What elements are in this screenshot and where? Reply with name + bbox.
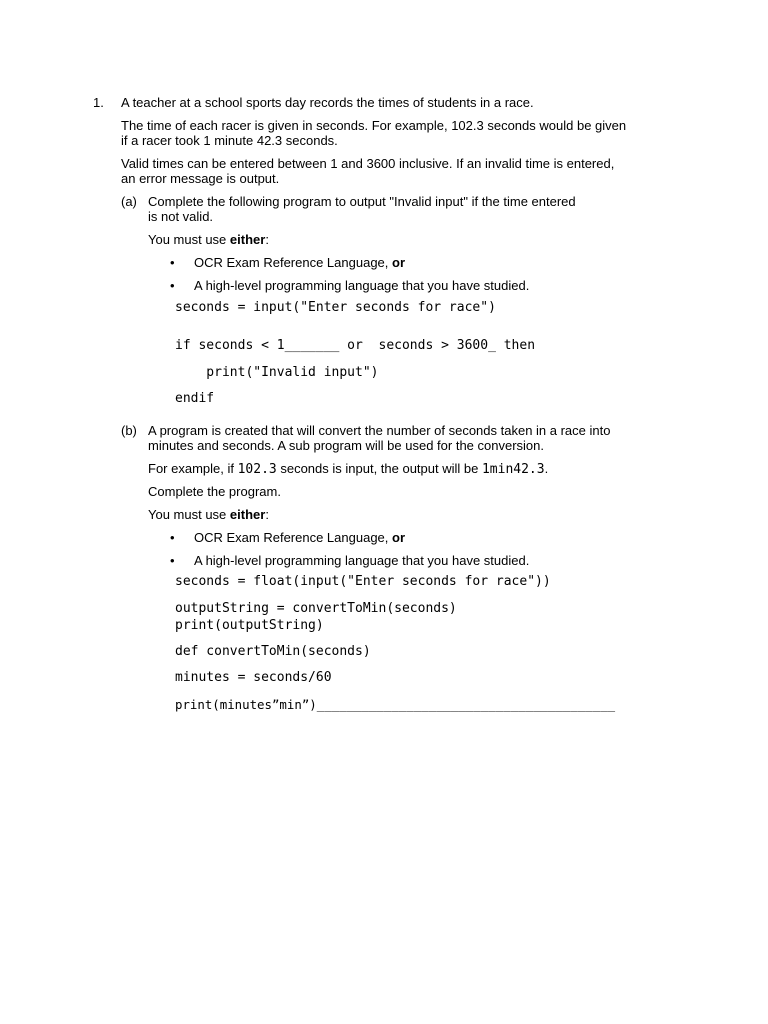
part-b-prompt-line: minutes and seconds. A sub program will be used for the conversion. (148, 438, 544, 453)
code-line: minutes = seconds/60 (175, 670, 332, 685)
code-line: if seconds < 1_______ or seconds > 3600_ then (175, 338, 536, 353)
code-line: print(outputString) (175, 618, 324, 633)
intro-line: if a racer took 1 minute 42.3 seconds. (121, 133, 338, 148)
bullet-icon: • (170, 255, 175, 270)
intro-line: A teacher at a school sports day records the times of students in a race. (121, 95, 534, 110)
part-a-option: A high-level programming language that you have studied. (194, 278, 530, 293)
part-a-prompt-line: Complete the following program to output "Invalid input" if the time entered (148, 194, 576, 209)
code-line: def convertToMin(seconds) (175, 644, 371, 659)
part-b-example: For example, if 102.3 seconds is input, the output will be 1min42.3. (148, 461, 549, 477)
intro-line: Valid times can be entered between 1 and 3600 inclusive. If an invalid time is entered, (121, 156, 615, 171)
bullet-icon: • (170, 278, 175, 293)
part-b-complete: Complete the program. (148, 484, 281, 499)
question-number: 1. (93, 95, 104, 110)
bullet-icon: • (170, 530, 175, 545)
intro-line: The time of each racer is given in seconds. For example, 102.3 seconds would be given (121, 118, 627, 133)
part-a-must-use: You must use either: (148, 232, 269, 247)
part-a-option: OCR Exam Reference Language, or (194, 255, 405, 270)
intro-line: an error message is output. (121, 171, 280, 186)
code-line: print("Invalid input") (175, 365, 379, 380)
code-line: outputString = convertToMin(seconds) (175, 601, 457, 616)
part-b-label: (b) (121, 423, 137, 438)
part-b-must-use: You must use either: (148, 507, 269, 522)
part-a-label: (a) (121, 194, 137, 209)
code-line: seconds = input("Enter seconds for race") (175, 300, 496, 315)
bullet-icon: • (170, 553, 175, 568)
part-b-option: OCR Exam Reference Language, or (194, 530, 405, 545)
code-line: endif (175, 391, 215, 406)
part-b-prompt-line: A program is created that will convert the number of seconds taken in a race into (148, 423, 611, 438)
code-line: print(minutes”min”)________________________________________ (175, 697, 616, 712)
part-b-option: A high-level programming language that you have studied. (194, 553, 530, 568)
part-a-prompt-line: is not valid. (148, 209, 214, 224)
code-line: seconds = float(input("Enter seconds for race")) (175, 574, 551, 589)
